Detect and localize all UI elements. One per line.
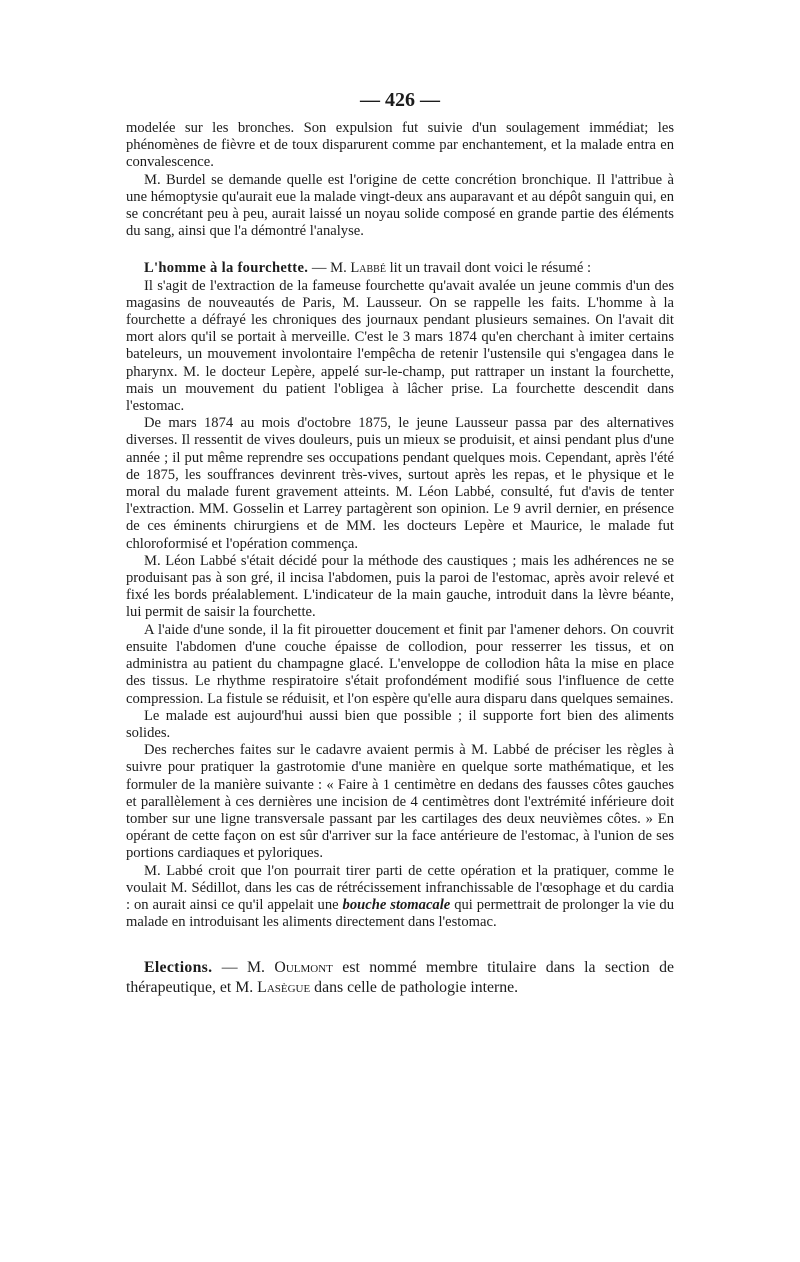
closing-text-after: qui permettrait de prolonger la vie du malade en introduisant les aliments directement dans l'estomac. (126, 896, 675, 931)
elections-heading: Elections. (144, 959, 213, 977)
elections-name-lasegue: Lasègue (257, 979, 311, 997)
elections-name-oulmont: Oulmont (274, 959, 333, 977)
elections-section (126, 958, 674, 998)
fork-heading-rest: lit un travail dont voici le résumé : (385, 260, 592, 277)
fork-paragraph-3: M. Léon Labbé s'était décidé pour la méthode des caustiques ; mais les adhérences ne se produisant pas à son gré, il incisa l'abdomen, puis la paroi de l'estomac, après avoir relevé et fixé les bords préalablement. L'indicateur de la main gauche, introduit dans la lèvre béante, lui permit de saisir la fourchette. (126, 552, 674, 621)
fork-section (126, 260, 674, 931)
fork-paragraph-4: A l'aide d'une sonde, il la fit pirouetter doucement et finit par l'amener dehors. On couvrit ensuite l'abdomen d'une couche épaisse de collodion, pour resserrer les tissus, et on administra au patient du champagne glacé. L'enveloppe de collodion hâta la mise en place des tissus. Le rhythme respiratoire s'était profondément modifié sous l'influence de cette compression. La fistule se réduisit, et l'on espère qu'elle aura disparu dans quelques semaines. (126, 621, 674, 707)
fork-heading-dash: — M. (308, 260, 351, 277)
intro-paragraph-2: M. Burdel se demande quelle est l'origine de cette concrétion bronchique. Il l'attribue à une hémoptysie qu'aurait eue la malade vingt-deux ans auparavant et au dépôt sanguin qui, en se concrétant peu à peu, aurait laissé un noyau solide composé en grande partie des éléments du sang, ainsi que l'a démontré l'analyse. (126, 171, 674, 240)
intro-paragraph-1: modelée sur les bronches. Son expulsion fut suivie d'un soulagement immédiat; les phénomènes de fièvre et de toux disparurent comme par enchantement, et la malade entra en convalescence. (126, 120, 674, 171)
fork-paragraph-2: De mars 1874 au mois d'octobre 1875, le jeune Lausseur passa par des alternatives diverses. Il ressentit de vives douleurs, puis un mieux se produisit, et ainsi pendant plus d'une année ; il put même reprendre ses occupations pendant quelques mois. Cependant, après l'été de 1875, les souffrances devinrent très-vives, surtout après les repas, et le physique et le moral du malade furent gravement atteints. M. Léon Labbé, consulté, fut d'avis de tenter l'extraction. MM. Gosselin et Larrey partagèrent son opinion. Le 9 avril dernier, en présence de ces éminents chirurgiens et de MM. les docteurs Lepère et Maurice, le malade fut chloroformisé et l'opération commença. (126, 415, 674, 552)
elections-text-3: dans celle de pathologie interne. (310, 979, 519, 997)
fork-paragraph-1: Il s'agit de l'extraction de la fameuse fourchette qu'avait avalée un jeune commis d'un des magasins de nouveautés de Paris, M. Lausseur. On se rappelle les faits. L'homme à la fourchette a défrayé les chroniques des journaux pendant plusieurs semaines. On l'avait dit mort alors qu'il se portait à merveille. C'est le 3 mars 1874 qu'en cherchant à imiter certains bateleurs, un mouvement involontaire l'empêcha de retenir l'ustensile qui s'engagea dans le pharynx. M. le docteur Lepère, appelé sur-le-champ, put rattraper un instant la fourchette, mais un mouvement du patient l'obligea à lâcher prise. La fourchette descendit dans l'estomac. (126, 277, 674, 415)
fork-heading-paragraph (126, 260, 674, 277)
fork-paragraph-5: Le malade est aujourd'hui aussi bien que possible ; il supporte fort bien des aliments solides. (126, 707, 674, 741)
document-page (126, 88, 674, 998)
fork-author: Labbé (350, 260, 386, 277)
closing-text-before: M. Labbé croit que l'on pourrait tirer parti de cette opération et la pratiquer, comme le voulait M. Sédillot, dans les cas de rétrécissement infranchissable de l'œsophage et du cardia : on aurait ainsi ce qu'il appelait une (126, 862, 674, 913)
fork-paragraph-6: Des recherches faites sur le cadavre avaient permis à M. Labbé de préciser les règles à suivre pour pratiquer la gastrotomie d'une manière en quelque sorte mathématique, et les formuler de la manière suivante : « Faire à 1 centimètre en dedans des fausses côtes gauches et parallèlement à ces dernières une incision de 4 centimètres dont l'extrémité inférieure doit tomber sur une ligne transversale passant par les cartilages des deux neuvièmes côtes. » En opérant de cette façon on est sûr d'arriver sur la face antérieure de l'estomac, à l'union de ses portions cardiaques et pyloriques. (126, 742, 674, 862)
elections-text-1: — M. (212, 959, 275, 977)
fork-heading: L'homme à la fourchette. (144, 260, 309, 277)
elections-text-2: est nommé membre titulaire dans la section de thérapeutique, et M. (126, 959, 675, 997)
fork-closing-paragraph (126, 863, 674, 932)
closing-italic: bouche stomacale (342, 896, 451, 913)
intro-section (126, 120, 674, 240)
page-number: — 426 — (360, 89, 440, 111)
elections-paragraph (126, 958, 674, 998)
